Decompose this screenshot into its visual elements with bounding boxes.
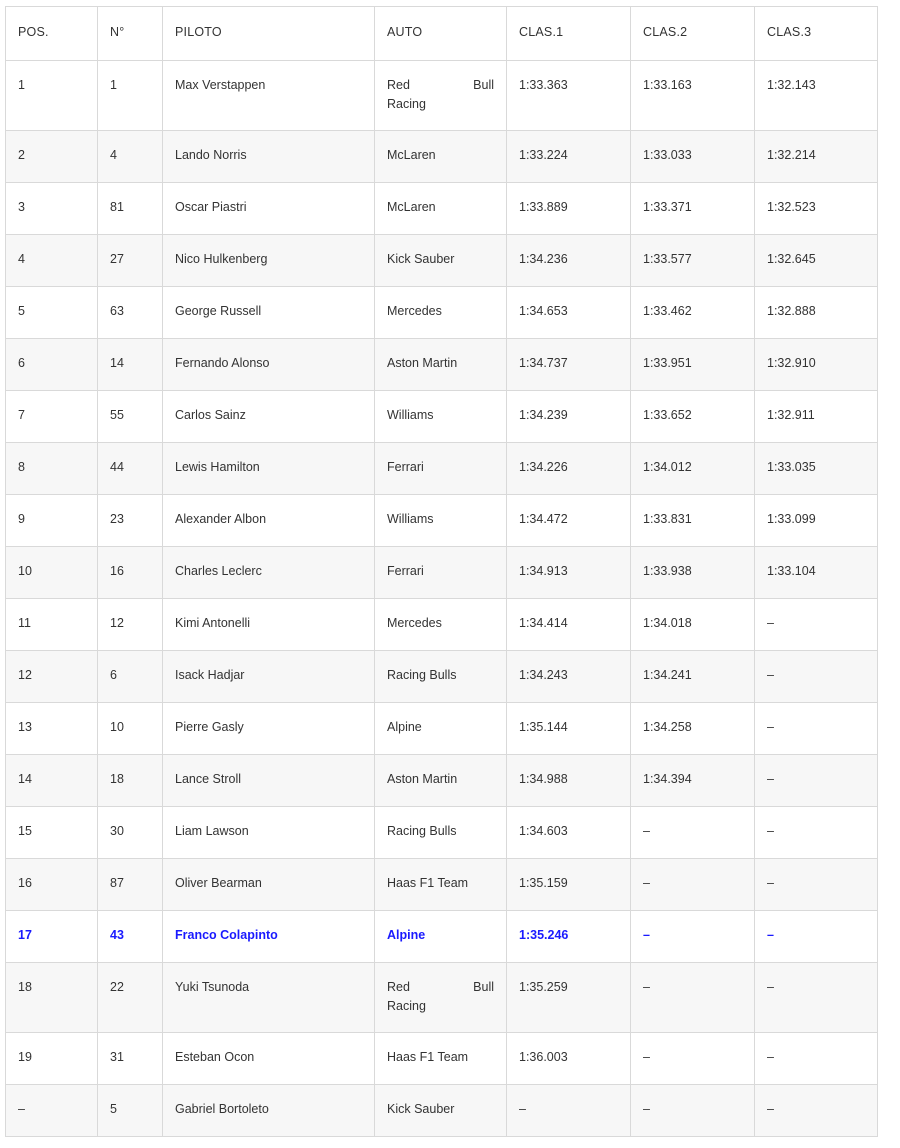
cell-q2: – [631, 1085, 755, 1137]
cell-q2: 1:33.831 [631, 495, 755, 547]
cell-pilot: Pierre Gasly [163, 703, 375, 755]
cell-q2: 1:34.241 [631, 651, 755, 703]
cell-auto: Aston Martin [375, 755, 507, 807]
cell-q1: 1:34.603 [507, 807, 631, 859]
cell-number: 31 [98, 1033, 163, 1085]
cell-number: 23 [98, 495, 163, 547]
cell-auto [375, 963, 507, 1033]
table-row [6, 287, 878, 339]
cell-number: 4 [98, 131, 163, 183]
cell-position: 16 [6, 859, 98, 911]
cell-pilot: Oscar Piastri [163, 183, 375, 235]
qualifying-results-table [5, 6, 878, 1137]
cell-q3: – [755, 807, 878, 859]
cell-q1: 1:35.159 [507, 859, 631, 911]
cell-position: 7 [6, 391, 98, 443]
cell-q2: 1:34.258 [631, 703, 755, 755]
table-row [6, 339, 878, 391]
cell-q2: 1:33.938 [631, 547, 755, 599]
cell-number: 63 [98, 287, 163, 339]
cell-pilot: Yuki Tsunoda [163, 963, 375, 1033]
cell-q3: 1:32.910 [755, 339, 878, 391]
auto-line-1 [387, 76, 494, 95]
cell-q3: – [755, 859, 878, 911]
cell-auto: Alpine [375, 911, 507, 963]
cell-position: 5 [6, 287, 98, 339]
auto-line-2: Racing [387, 999, 426, 1013]
cell-number: 18 [98, 755, 163, 807]
cell-q3: – [755, 755, 878, 807]
cell-q1: 1:34.913 [507, 547, 631, 599]
cell-q3: – [755, 599, 878, 651]
cell-q3: – [755, 1033, 878, 1085]
cell-number: 30 [98, 807, 163, 859]
cell-pilot: Alexander Albon [163, 495, 375, 547]
cell-pilot: Gabriel Bortoleto [163, 1085, 375, 1137]
cell-number: 81 [98, 183, 163, 235]
cell-q1: 1:34.653 [507, 287, 631, 339]
cell-position: 12 [6, 651, 98, 703]
cell-pilot: Lance Stroll [163, 755, 375, 807]
cell-pilot: Esteban Ocon [163, 1033, 375, 1085]
cell-q2: 1:33.371 [631, 183, 755, 235]
cell-number: 6 [98, 651, 163, 703]
cell-auto: Williams [375, 391, 507, 443]
cell-position: 13 [6, 703, 98, 755]
table-row [6, 1085, 878, 1137]
cell-pilot: Franco Colapinto [163, 911, 375, 963]
cell-position: 11 [6, 599, 98, 651]
cell-q2: 1:34.012 [631, 443, 755, 495]
cell-auto [375, 61, 507, 131]
cell-position: 10 [6, 547, 98, 599]
cell-position: 2 [6, 131, 98, 183]
table-row [6, 61, 878, 131]
cell-number: 43 [98, 911, 163, 963]
cell-q2: – [631, 1033, 755, 1085]
cell-q1: 1:35.259 [507, 963, 631, 1033]
table-row [6, 183, 878, 235]
cell-q3: 1:32.645 [755, 235, 878, 287]
cell-q3: 1:32.523 [755, 183, 878, 235]
cell-q2: 1:33.033 [631, 131, 755, 183]
cell-pilot: Lewis Hamilton [163, 443, 375, 495]
results-table-container [5, 6, 877, 1137]
header-number: N° [98, 7, 163, 61]
cell-position: 4 [6, 235, 98, 287]
table-row [6, 1033, 878, 1085]
cell-number: 5 [98, 1085, 163, 1137]
cell-position: 8 [6, 443, 98, 495]
cell-auto: McLaren [375, 131, 507, 183]
cell-auto: Ferrari [375, 547, 507, 599]
table-row [6, 859, 878, 911]
table-row [6, 495, 878, 547]
cell-position: 6 [6, 339, 98, 391]
cell-number: 87 [98, 859, 163, 911]
cell-q1: 1:33.889 [507, 183, 631, 235]
auto-line-2: Racing [387, 97, 426, 111]
cell-q3: – [755, 963, 878, 1033]
cell-pilot: Nico Hulkenberg [163, 235, 375, 287]
cell-q1: 1:34.239 [507, 391, 631, 443]
table-row [6, 651, 878, 703]
cell-q2: 1:33.577 [631, 235, 755, 287]
cell-number: 44 [98, 443, 163, 495]
cell-pilot: Isack Hadjar [163, 651, 375, 703]
table-body [6, 61, 878, 1137]
cell-q1: 1:34.236 [507, 235, 631, 287]
cell-position: 18 [6, 963, 98, 1033]
cell-q2: – [631, 963, 755, 1033]
table-row [6, 703, 878, 755]
cell-q3: 1:32.143 [755, 61, 878, 131]
table-row [6, 235, 878, 287]
cell-q1: 1:34.737 [507, 339, 631, 391]
cell-number: 16 [98, 547, 163, 599]
cell-pilot: Carlos Sainz [163, 391, 375, 443]
cell-q2: 1:33.652 [631, 391, 755, 443]
table-row [6, 547, 878, 599]
cell-q2: 1:33.462 [631, 287, 755, 339]
cell-q3: – [755, 1085, 878, 1137]
cell-auto: Alpine [375, 703, 507, 755]
cell-auto: Ferrari [375, 443, 507, 495]
cell-q3: 1:32.911 [755, 391, 878, 443]
cell-position: 15 [6, 807, 98, 859]
cell-q3: 1:33.035 [755, 443, 878, 495]
cell-auto: Racing Bulls [375, 807, 507, 859]
cell-q2: – [631, 911, 755, 963]
auto-word-2: Bull [473, 78, 494, 92]
cell-q1: 1:35.246 [507, 911, 631, 963]
cell-q1: 1:35.144 [507, 703, 631, 755]
table-row-highlighted [6, 911, 878, 963]
header-q2: CLAS.2 [631, 7, 755, 61]
cell-auto: Kick Sauber [375, 235, 507, 287]
cell-position: 3 [6, 183, 98, 235]
cell-q2: 1:34.018 [631, 599, 755, 651]
cell-number: 14 [98, 339, 163, 391]
cell-q3: – [755, 911, 878, 963]
cell-pilot: Lando Norris [163, 131, 375, 183]
cell-q3: 1:33.104 [755, 547, 878, 599]
cell-q1: 1:34.472 [507, 495, 631, 547]
table-row [6, 807, 878, 859]
cell-q2: 1:33.951 [631, 339, 755, 391]
table-row [6, 599, 878, 651]
cell-q2: – [631, 859, 755, 911]
table-row [6, 755, 878, 807]
cell-auto: Haas F1 Team [375, 1033, 507, 1085]
cell-auto: Williams [375, 495, 507, 547]
cell-position: 19 [6, 1033, 98, 1085]
cell-position: 14 [6, 755, 98, 807]
cell-q1: 1:33.363 [507, 61, 631, 131]
cell-auto: Aston Martin [375, 339, 507, 391]
auto-word-1: Red [387, 980, 410, 994]
table-row [6, 131, 878, 183]
cell-number: 1 [98, 61, 163, 131]
cell-q1: 1:34.414 [507, 599, 631, 651]
cell-number: 10 [98, 703, 163, 755]
cell-q3: 1:32.214 [755, 131, 878, 183]
table-header [6, 7, 878, 61]
table-row [6, 391, 878, 443]
auto-line-1 [387, 978, 494, 997]
cell-q3: – [755, 651, 878, 703]
cell-q1: – [507, 1085, 631, 1137]
header-pilot: PILOTO [163, 7, 375, 61]
cell-number: 55 [98, 391, 163, 443]
cell-q3: – [755, 703, 878, 755]
cell-auto: McLaren [375, 183, 507, 235]
cell-pilot: Oliver Bearman [163, 859, 375, 911]
cell-pilot: Fernando Alonso [163, 339, 375, 391]
cell-q3: 1:33.099 [755, 495, 878, 547]
cell-auto: Haas F1 Team [375, 859, 507, 911]
cell-pilot: Charles Leclerc [163, 547, 375, 599]
table-row [6, 963, 878, 1033]
auto-word-2: Bull [473, 980, 494, 994]
cell-q2: – [631, 807, 755, 859]
cell-q1: 1:36.003 [507, 1033, 631, 1085]
cell-q1: 1:33.224 [507, 131, 631, 183]
cell-auto: Racing Bulls [375, 651, 507, 703]
cell-pilot: Kimi Antonelli [163, 599, 375, 651]
cell-position: 1 [6, 61, 98, 131]
cell-position: 17 [6, 911, 98, 963]
cell-number: 27 [98, 235, 163, 287]
cell-q1: 1:34.226 [507, 443, 631, 495]
cell-pilot: Liam Lawson [163, 807, 375, 859]
header-q3: CLAS.3 [755, 7, 878, 61]
cell-pilot: George Russell [163, 287, 375, 339]
header-row [6, 7, 878, 61]
cell-auto: Mercedes [375, 599, 507, 651]
header-position: POS. [6, 7, 98, 61]
cell-number: 22 [98, 963, 163, 1033]
header-q1: CLAS.1 [507, 7, 631, 61]
cell-auto: Kick Sauber [375, 1085, 507, 1137]
cell-q2: 1:34.394 [631, 755, 755, 807]
cell-pilot: Max Verstappen [163, 61, 375, 131]
cell-position: 9 [6, 495, 98, 547]
cell-position: – [6, 1085, 98, 1137]
cell-auto: Mercedes [375, 287, 507, 339]
auto-word-1: Red [387, 78, 410, 92]
cell-q2: 1:33.163 [631, 61, 755, 131]
cell-q1: 1:34.243 [507, 651, 631, 703]
cell-q1: 1:34.988 [507, 755, 631, 807]
cell-q3: 1:32.888 [755, 287, 878, 339]
header-auto: AUTO [375, 7, 507, 61]
table-row [6, 443, 878, 495]
cell-number: 12 [98, 599, 163, 651]
